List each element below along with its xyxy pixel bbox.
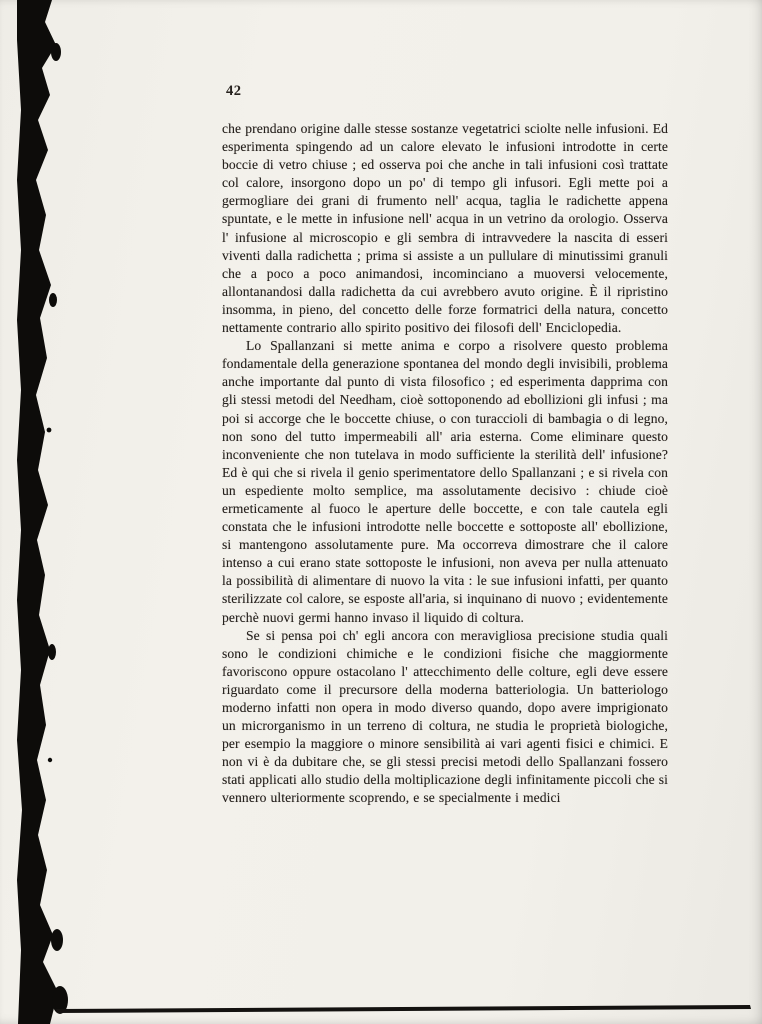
- page-text: [222, 120, 668, 808]
- paragraph: che prendano origine dalle stesse sostanze vegetatrici sciolte nelle infusioni. Ed esperimenta spingendo ad un calore elevato le infusioni introdotte in certe boccie di vetro chiuse ; ed osserva poi che anche in tali infusioni così trattate col calore, insorgono dopo un po' di tempo gli infusori. Egli mette poi a germogliare dei grani di frumento nell' acqua, taglia le radichette appena spuntate, e le mette in infusione nell' acqua in un vetrino da orologio. Osserva l' infusione al microscopio e gli sembra di intravvedere la nascita di esseri viventi dalla radichetta ; prima si assiste a un pullulare di minutissimi granuli che a poco a poco animandosi, incominciano a muoversi velocemente, allontanandosi dalla radichetta da cui avrebbero avuto origine. È il ripristino insomma, in pieno, del concetto delle forze formatrici della natura, concetto nettamente contrario allo spirito positivo dei filosofi dell' Enciclopedia.: [222, 121, 668, 336]
- paragraph: Se si pensa poi ch' egli ancora con meravigliosa precisione studia quali sono le condizioni chimiche e le condizioni fisiche che maggiormente favoriscono oppure ostacolano l' attecchimento delle colture, egli deve essere riguardato come il precursore della moderna batteriologia. Un batteriologo moderno infatti non opera in modo diverso quando, dopo avere imprigionato un microrganismo in un terreno di coltura, ne studia le proprietà biologiche, per esempio la maggiore o minore sensibilità ai vari agenti fisici e chimici. E non vi è da dubitare che, se gli stessi precisi metodi dello Spallanzani fossero stati applicati allo studio della moltiplicazione degli infinitamente piccoli che si vennero ulteriormente scoprendo, e se specialmente i medici: [222, 627, 669, 806]
- page-number: 42: [226, 83, 242, 99]
- paragraph: Lo Spallanzani si mette anima e corpo a risolvere questo problema fondamentale della generazione spontanea del mondo degli invisibili, problema anche importante dal punto di vista filosofico ; ed esperimenta dapprima con gli stessi metodi del Needham, cioè sottoponendo ad ebollizioni gli infusi ; ma poi si accorge che le boccette chiuse, o con turaccioli di bambagia o di legno, non sono del tutto impermeabili all' aria esterna. Come eliminare questo inconveniente che non tutelava in modo sufficiente la sterilità dell' infusione? Ed è qui che si rivela il genio sperimentatore dello Spallanzani ; e si rivela con un espediente molto semplice, ma assolutamente decisivo : chiude cioè ermeticamente al fuoco le aperture delle boccette, e con tale cautela egli constata che le infusioni introdotte nelle boccette e sottoposte all' ebollizione, si mantengono assolutamente pure. Ma occorreva dimostrare che il calore intenso a cui erano state sottoposte le infusioni, non aveva per nulla attenuato la possibilità di alimentare di nuovo la vita : le sue infusioni infatti, per quanto sterilizzate col calore, se esposte all'aria, si inquinano di nuovo ; evidentemente perchè nuovi germi hanno invaso il liquido di coltura.: [222, 338, 668, 625]
